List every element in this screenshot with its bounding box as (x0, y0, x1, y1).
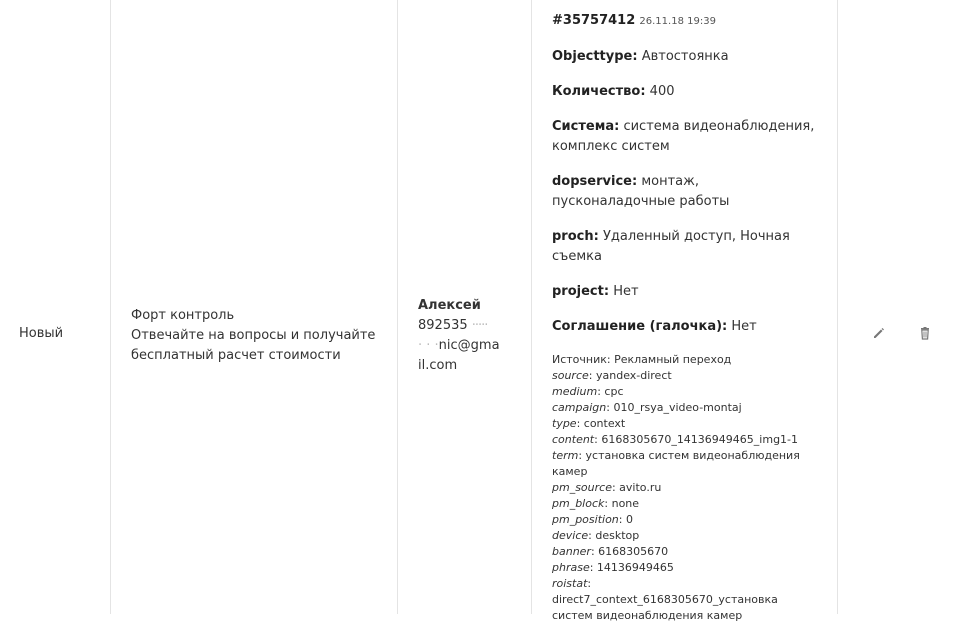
utm-row (552, 544, 820, 560)
site-cell (131, 306, 381, 366)
client-email-part-1: nic@gma (438, 338, 500, 353)
utm-row (552, 512, 820, 528)
masked-email: ‧ ‧ ‧ (418, 338, 439, 353)
client-phone (418, 316, 516, 336)
utm-value: : установка систем видеонаблюдения камер (552, 449, 800, 478)
column-divider (837, 0, 838, 614)
utm-block (552, 352, 820, 624)
utm-key: pm_position (552, 513, 619, 526)
column-divider (110, 0, 111, 614)
utm-value: : 0 (618, 513, 633, 526)
utm-key: banner (552, 545, 591, 558)
utm-row (552, 368, 820, 384)
order-field-value: 400 (649, 84, 675, 99)
status-cell: Новый (19, 326, 64, 341)
client-email (418, 336, 516, 376)
column-divider (531, 0, 532, 614)
order-field-key: Количество: (552, 84, 646, 99)
utm-key: phrase (552, 561, 590, 574)
utm-key: content (552, 433, 595, 446)
order-field-key: proch: (552, 229, 599, 244)
order-field (552, 172, 820, 212)
client-name: Алексей (418, 298, 481, 313)
order-number: #35757412 (552, 13, 636, 28)
utm-value: : avito.ru (611, 481, 662, 494)
order-field-value: Нет (731, 319, 757, 334)
source-label: Источник: Рекламный переход (552, 353, 732, 366)
order-field-value: Удаленный доступ, Ночная съемка (552, 229, 790, 264)
order-field (552, 282, 820, 302)
utm-value: : desktop (588, 529, 640, 542)
pencil-icon[interactable] (872, 326, 886, 340)
client-phone-value: 892535 (418, 318, 468, 333)
utm-row (552, 560, 820, 576)
order-field-key: Система: (552, 119, 620, 134)
order-field (552, 47, 820, 67)
trash-icon[interactable] (918, 326, 932, 340)
order-field (552, 117, 820, 157)
utm-value: : context (576, 417, 626, 430)
column-divider (397, 0, 398, 614)
utm-row (552, 496, 820, 512)
site-name: Форт контроль (131, 308, 235, 323)
utm-value: : 14136949465 (589, 561, 674, 574)
utm-value: : 6168305670_14136949465_img1-1 (594, 433, 799, 446)
utm-row (552, 400, 820, 416)
utm-row (552, 384, 820, 400)
utm-key: pm_source (552, 481, 612, 494)
utm-row (552, 480, 820, 496)
utm-value: : direct7_context_6168305670_установка систем видеонаблюдения камер (552, 577, 778, 622)
utm-key: type (552, 417, 577, 430)
client-email-part-2: il.com (418, 358, 458, 373)
order-field-key: project: (552, 284, 610, 299)
order-field (552, 82, 820, 102)
order-field-value: Автостоянка (641, 49, 729, 64)
utm-key: device (552, 529, 589, 542)
order-field-key: Objecttype: (552, 49, 638, 64)
order-field (552, 317, 820, 337)
utm-row (552, 448, 820, 480)
site-description: Отвечайте на вопросы и получайте бесплатный расчет стоимости (131, 328, 376, 363)
utm-key: roistat (552, 577, 588, 590)
utm-row (552, 576, 820, 624)
utm-key: medium (552, 385, 598, 398)
order-header (552, 11, 820, 32)
utm-key: campaign (552, 401, 607, 414)
utm-key: term (552, 449, 579, 462)
order-field-key: Соглашение (галочка): (552, 319, 728, 334)
utm-key: source (552, 369, 589, 382)
order-field-value: система видеонаблюдения, комплекс систем (552, 119, 815, 154)
order-date: 26.11.18 19:39 (639, 16, 716, 27)
utm-row (552, 528, 820, 544)
utm-row (552, 432, 820, 448)
utm-row (552, 416, 820, 432)
order-field-value: монтаж, пусконаладочные работы (552, 174, 730, 209)
utm-value: : cpc (597, 385, 624, 398)
masked-phone: ·‧‧‧‧ (471, 318, 488, 333)
utm-value: : 6168305670 (590, 545, 669, 558)
client-cell (418, 296, 516, 376)
order-field-value: Нет (613, 284, 639, 299)
utm-value: : yandex-direct (588, 369, 672, 382)
utm-value: : none (604, 497, 640, 510)
utm-value: : 010_rsya_video-montaj (606, 401, 742, 414)
order-field-key: dopservice: (552, 174, 638, 189)
order-field (552, 227, 820, 267)
utm-key: pm_block (552, 497, 605, 510)
order-details-cell (552, 11, 820, 624)
